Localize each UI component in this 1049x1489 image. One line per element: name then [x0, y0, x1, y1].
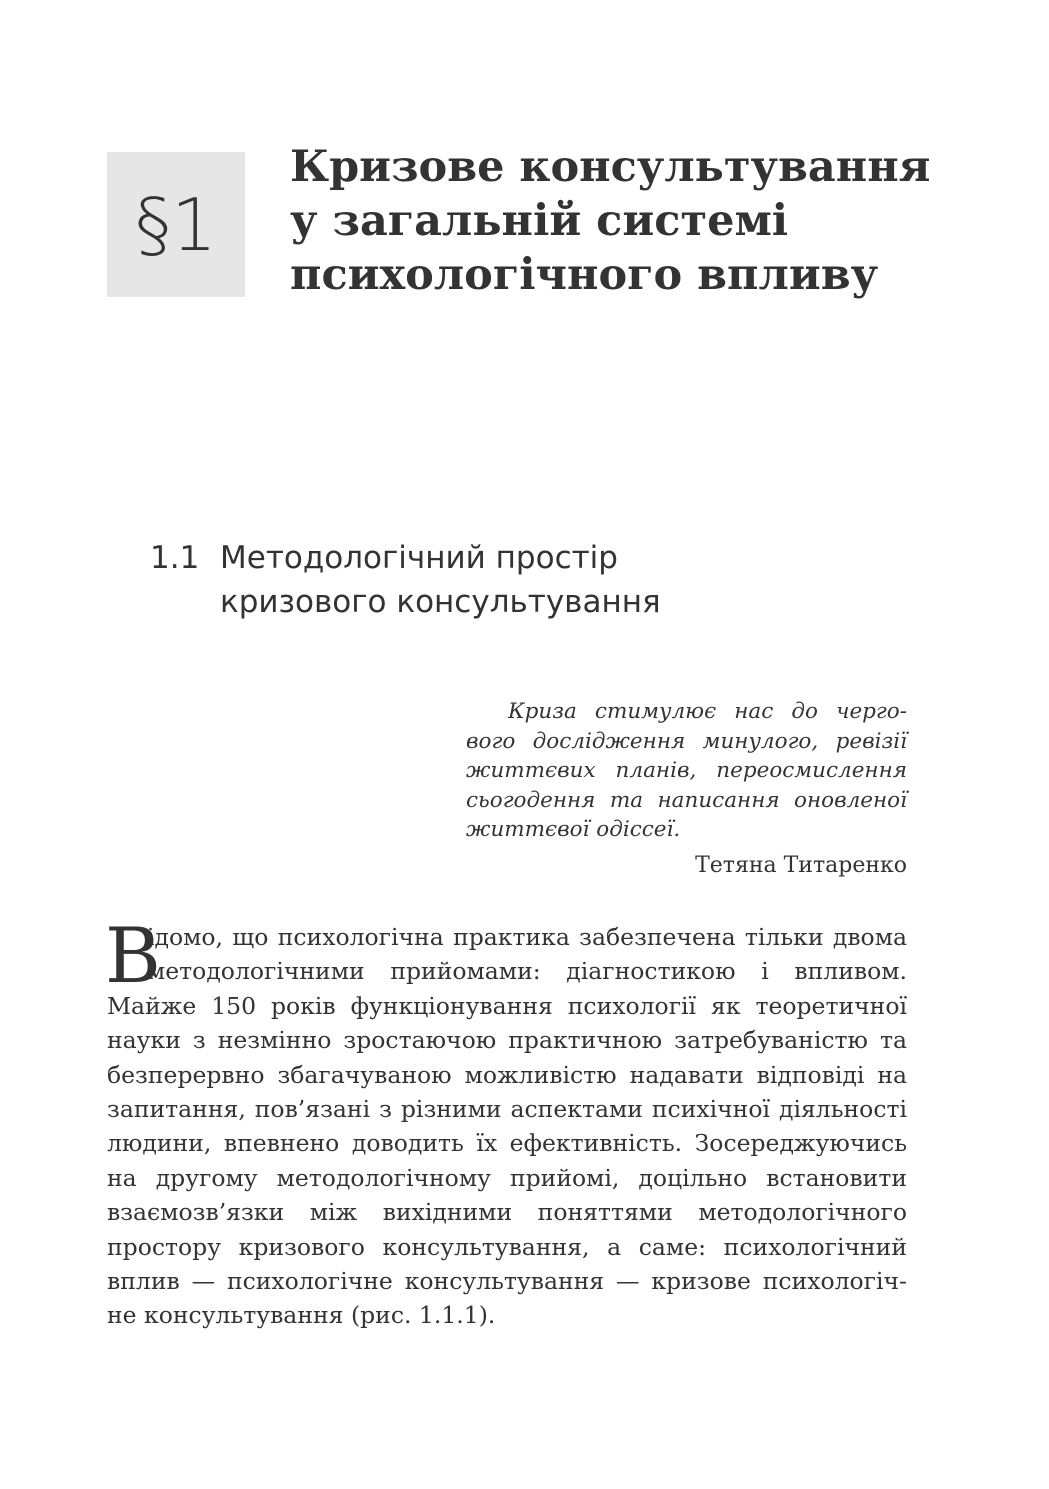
body-line: науки з незмінно зростаючою практичною затребуваністю та [107, 1026, 907, 1055]
section-title-line: кризового консультування [220, 584, 661, 620]
chapter-title-line: у загальній системі [290, 196, 789, 246]
drop-cap: В [105, 911, 161, 1000]
body-line: ідомо, що психологічна практика забезпечена тільки двома [147, 923, 907, 951]
chapter-title-line: Кризове консультування [290, 142, 931, 192]
body-line: людини, впевнено доводить їх ефективність. Зосереджуючись [107, 1129, 907, 1158]
chapter-title-line: психологічного впливу [290, 250, 879, 300]
section-heading [150, 536, 661, 624]
body-paragraph [105, 911, 907, 1333]
epigraph-line: сьогодення та написання оновленої [466, 787, 907, 813]
body-line: на другому методологічному прийомі, доцільно встановити [107, 1163, 907, 1192]
epigraph-line: життєвої одіссеї. [466, 817, 681, 842]
epigraph-line: життєвих планів, переосмислення [466, 758, 907, 783]
epigraph [466, 697, 907, 883]
body-line: Майже 150 років функціонування психології як теоретичної [107, 991, 907, 1020]
epigraph-author: Тетяна Титаренко [695, 852, 907, 878]
body-line: простору кризового консультування, а саме: психологічний [107, 1232, 907, 1261]
epigraph-line: вого дослідження минулого, ревізії [466, 728, 907, 754]
body-line: взаємозв’язки між вихідними поняттями методологічного [107, 1198, 907, 1227]
section-title-line: Методологічний простір [220, 540, 618, 576]
body-line: вплив — психологічне консультування — кризове психологіч- [107, 1267, 907, 1296]
section-number: 1.1 [150, 540, 200, 576]
body-line: запитання, пов’язані з різними аспектами психічної діяльності [107, 1095, 907, 1124]
chapter-title [290, 140, 990, 302]
chapter-number-box [107, 152, 245, 297]
section-title [220, 536, 661, 624]
body-line: безперервно збагачуваною можливістю надавати відповіді на [107, 1060, 907, 1089]
epigraph-line: Криза стимулює нас до черго- [508, 699, 907, 724]
body-line: методологічними прийомами: діагностикою і впливом. [147, 957, 907, 986]
chapter-number: §1 [135, 182, 217, 267]
body-line: не консультування (рис. 1.1.1). [107, 1301, 496, 1330]
